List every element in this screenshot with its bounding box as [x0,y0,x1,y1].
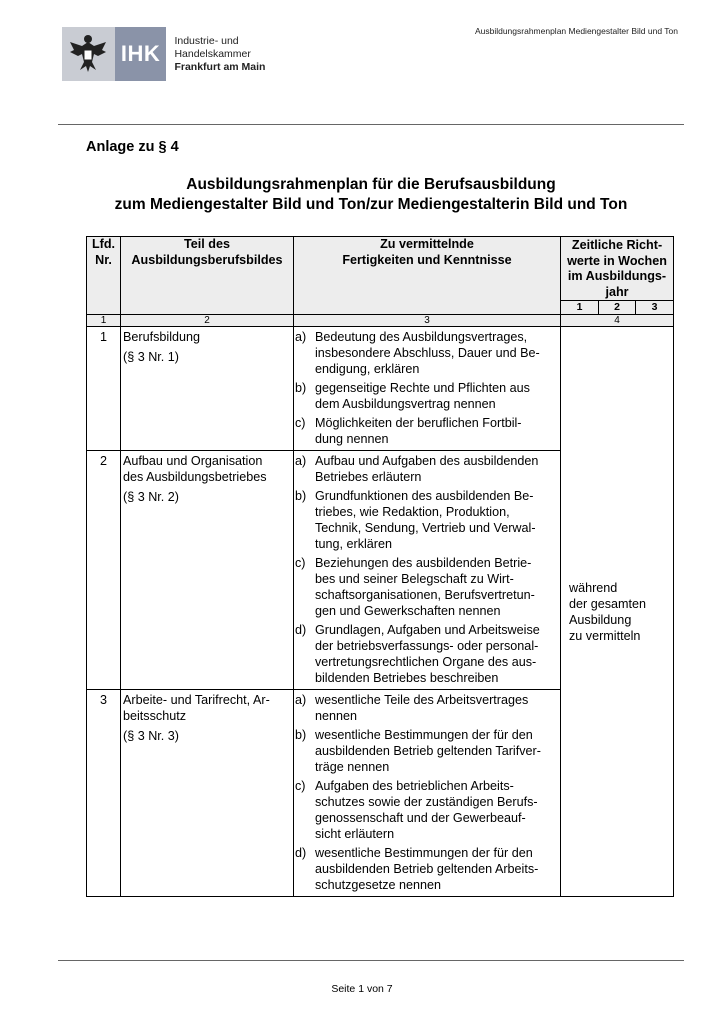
item-text [315,845,560,893]
item-line: Aufgaben des betrieblichen Arbeits- [315,779,514,793]
item-line: der betriebsverfassungs- oder personal- [315,639,539,653]
item-text [315,692,560,724]
item-marker: a) [295,454,307,468]
logo-line1: Industrie- und Handelskammer [174,34,251,60]
footer-divider [58,960,684,961]
item-line: schutzgesetze nennen [315,878,442,892]
item-line: triebes, wie Redaktion, Produktion, [315,505,510,519]
logo-text [166,27,312,81]
row-items [294,327,561,451]
column-number: 2 [121,315,294,327]
item-line: tung, erklären [315,537,393,551]
item-line: bes und seiner Belegschaft zu Wirt- [315,572,514,586]
row-items [294,690,561,897]
annex-label: Anlage zu § 4 [86,139,179,155]
item-line: dung nennen [315,432,389,446]
list-item [294,453,560,485]
item-line: Bedeutung des Ausbildungsvertrages, [315,330,528,344]
item-text [315,329,560,377]
document-title [58,175,684,215]
list-item [294,845,560,893]
ihk-logo [62,27,312,81]
item-text [315,622,560,686]
item-line: ausbildenden Betrieb geltenden Tarifver- [315,744,541,758]
row-number: 3 [87,690,121,897]
duration-note: während der gesamten Ausbildung zu vermitteln [561,327,674,897]
item-line: Grundfunktionen des ausbildenden Be- [315,489,534,503]
header-fertigkeiten: Zu vermittelnde Fertigkeiten und Kenntnisse [294,237,561,315]
item-marker: c) [295,779,306,793]
ihk-mark: IHK [115,27,167,81]
header-zeit: Zeitliche Richt- werte in Wochen im Ausbildungs- jahr [561,237,674,301]
row-number: 2 [87,451,121,690]
item-line: Betriebes erläutern [315,470,422,484]
item-marker: d) [295,846,307,860]
item-line: dem Ausbildungsvertrag nennen [315,397,496,411]
item-line: endigung, erklären [315,362,420,376]
eagle-icon [62,27,115,81]
topic-line: des Ausbildungsbetriebes [123,470,267,484]
item-line: Aufbau und Aufgaben des ausbildenden [315,454,539,468]
title-line2: zum Mediengestalter Bild und Ton/zur Mediengestalterin Bild und Ton [114,196,628,213]
topic-reference: (§ 3 Nr. 2) [123,490,179,504]
row-topic [121,690,294,897]
item-text [315,488,560,552]
column-number: 4 [561,315,674,327]
page-number: Seite 1 von 7 [331,983,393,995]
topic-line: Arbeite- und Tarifrecht, Ar- [123,693,270,707]
item-marker: d) [295,623,307,637]
column-number: 3 [294,315,561,327]
table-row [87,327,674,451]
row-items [294,451,561,690]
row-topic [121,451,294,690]
list-item [294,622,560,686]
item-marker: a) [295,693,307,707]
list-item [294,727,560,775]
item-line: schutzes sowie der zuständigen Berufs- [315,795,538,809]
item-line: Technik, Sendung, Vertrieb und Verwal- [315,521,536,535]
item-text [315,778,560,842]
item-line: wesentliche Teile des Arbeitsvertrages [315,693,529,707]
list-item [294,380,560,412]
item-line: vertretungsrechtlichen Organe des aus- [315,655,537,669]
column-number: 1 [87,315,121,327]
logo-line2: Frankfurt am Main [174,60,266,73]
item-marker: b) [295,728,307,742]
header-lfd: Lfd. Nr. [87,237,121,315]
item-marker: c) [295,556,306,570]
item-line: insbesondere Abschluss, Dauer und Be- [315,346,540,360]
item-line: wesentliche Bestimmungen der für den [315,728,533,742]
item-line: ausbildenden Betrieb geltenden Arbeits- [315,862,539,876]
item-line: genossenschaft und der Gewerbeauf- [315,811,526,825]
item-marker: b) [295,489,307,503]
topic-line: Berufsbildung [123,330,201,344]
item-line: Beziehungen des ausbildenden Betrie- [315,556,532,570]
item-line: wesentliche Bestimmungen der für den [315,846,533,860]
item-line: gegenseitige Rechte und Pflichten aus [315,381,530,395]
item-text [315,555,560,619]
item-line: nennen [315,709,358,723]
item-marker: b) [295,381,307,395]
topic-reference: (§ 3 Nr. 1) [123,350,179,364]
item-line: schaftsorganisationen, Berufsvertretun- [315,588,535,602]
list-item [294,329,560,377]
item-line: Grundlagen, Aufgaben und Arbeitsweise [315,623,540,637]
list-item [294,488,560,552]
item-marker: a) [295,330,307,344]
item-line: sicht erläutern [315,827,395,841]
list-item [294,778,560,842]
row-number: 1 [87,327,121,451]
header-year-2: 2 [599,301,636,315]
item-line: träge nennen [315,760,390,774]
item-line: bildenden Betriebes beschreiben [315,671,499,685]
running-header: Ausbildungsrahmenplan Mediengestalter Bild und Ton [474,26,678,36]
item-text [315,727,560,775]
header-year-1: 1 [561,301,599,315]
item-marker: c) [295,416,306,430]
header-year-3: 3 [636,301,674,315]
list-item [294,692,560,724]
item-line: Möglichkeiten der beruflichen Fortbil- [315,416,522,430]
title-line1: Ausbildungsrahmenplan für die Berufsausbildung [186,176,556,193]
topic-reference: (§ 3 Nr. 3) [123,729,179,743]
row-topic [121,327,294,451]
item-line: gen und Gewerkschaften nennen [315,604,501,618]
item-text [315,415,560,447]
list-item [294,555,560,619]
header-divider [58,124,684,125]
item-text [315,453,560,485]
header-teil: Teil des Ausbildungsberufsbildes [121,237,294,315]
topic-line: Aufbau und Organisation [123,454,263,468]
topic-line: beitsschutz [123,709,186,723]
item-text [315,380,560,412]
training-plan-table [86,236,674,897]
list-item [294,415,560,447]
